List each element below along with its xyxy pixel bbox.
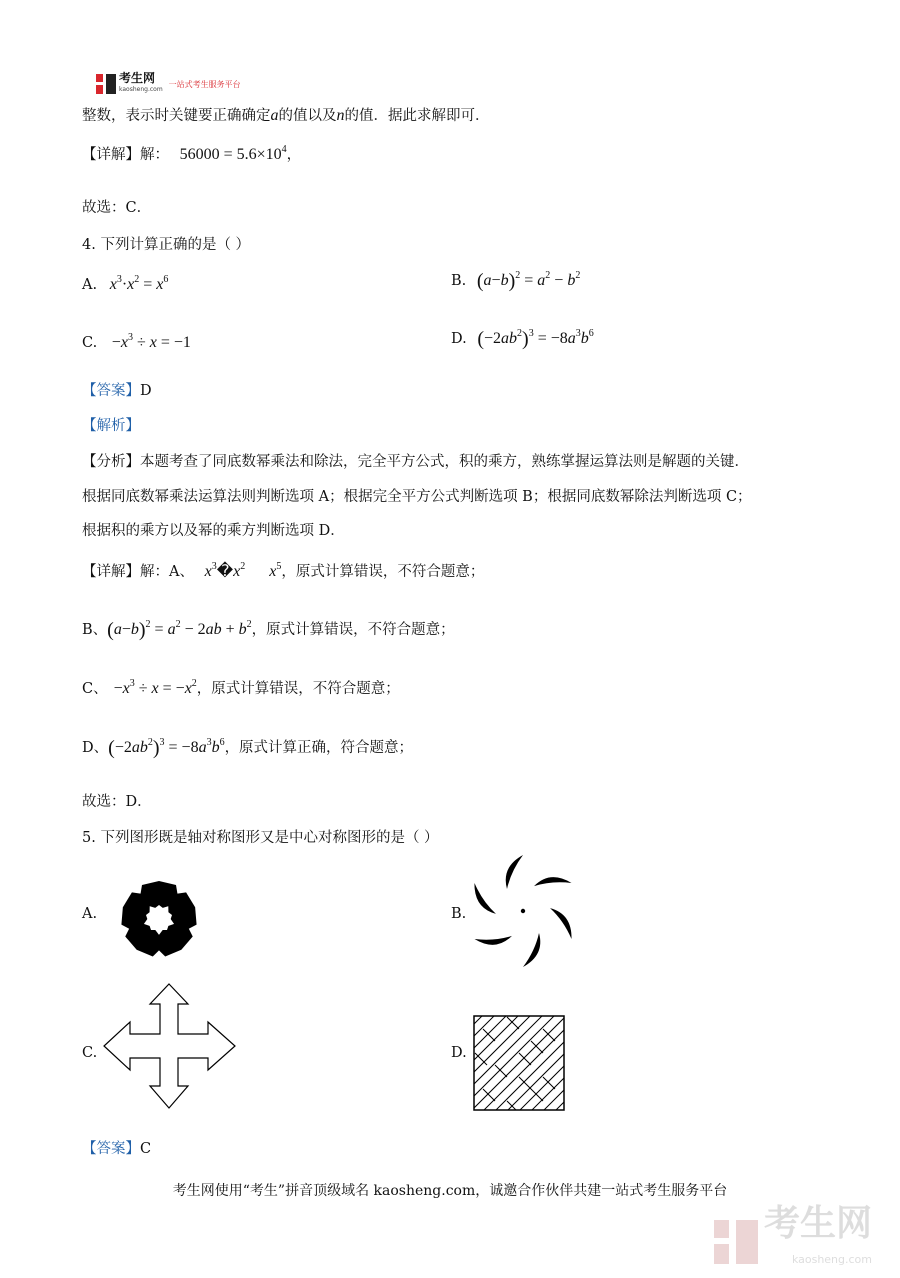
- answer-5: 【答案】C: [82, 1141, 152, 1157]
- watermark-icon: [714, 1220, 758, 1264]
- q5-option-b-label: B.: [451, 906, 467, 922]
- question-4-stem: 4. 下列计算正确的是（ ）: [82, 237, 251, 253]
- question-5-stem: 5. 下列图形既是轴对称图形又是中心对称图形的是（ ）: [82, 830, 439, 846]
- answer-4: 【答案】D: [82, 383, 152, 399]
- watermark-sub: kaosheng.com: [791, 1253, 872, 1266]
- analysis-tag: 【解析】: [82, 418, 140, 434]
- q5-option-d-label: D.: [451, 1045, 467, 1061]
- choice-4: 故选：D．: [82, 794, 152, 810]
- watermark-logo: [714, 1203, 872, 1278]
- detail-4-c: C、 $-x^3 \div x = -x^2$，原式计算错误，不符合题意；: [82, 678, 400, 697]
- footer-text: 考生网使用“考生”拼音顶级域名 kaosheng.com，诚邀合作伙伴共建一站式考生服务平台: [172, 1183, 728, 1199]
- detail-4-a: 【详解】解：A、 $x^3�x^2$ $x^5$，原式计算错误，不符合题意；: [82, 561, 485, 580]
- pentagon-figure-a: [103, 863, 215, 971]
- analysis-line-1: 【分析】本题考查了同底数幂乘法和除法，完全平方公式，积的乘方，熟练掌握运算法则是解题的关键．: [82, 454, 749, 470]
- logo-brand: 考生网 kaosheng.com: [119, 71, 163, 93]
- pinwheel-figure-b: [468, 852, 578, 970]
- intro-line: 整数，表示时关键要正确确定a的值以及n的值．据此求解即可．: [82, 107, 490, 124]
- choice-3: 故选：C．: [82, 200, 152, 216]
- cross-arrow-figure-c: [102, 982, 237, 1110]
- logo-slogan: 一站式考生服务平台: [168, 79, 241, 89]
- analysis-line-3: 根据积的乘方以及幂的乘方判断选项 D．: [82, 523, 345, 539]
- header-logo: [96, 72, 241, 96]
- q4-option-c: C. $-x^3 \div x = -1$: [82, 332, 191, 351]
- q4-option-d: D. $(-2ab^2)^3 = -8a^3b^6$: [451, 328, 594, 350]
- q4-option-b: B. $(a-b)^2 = a^2 - b^2$: [451, 270, 581, 292]
- detail-4-b: B、$(a-b)^2 = a^2 - 2ab + b^2$，原式计算错误，不符合题意；: [82, 619, 455, 641]
- q5-option-c-label: C.: [82, 1045, 98, 1061]
- q4-option-a: A. $x^3\cdot x^2 = x^6$: [82, 274, 169, 293]
- logo-icon: [96, 74, 116, 94]
- analysis-line-2: 根据同底数幂乘法运算法则判断选项 A；根据完全平方公式判断选项 B；根据同底数幂除法判断选项 C；: [82, 489, 752, 505]
- weave-square-figure-d: [473, 1015, 565, 1111]
- q5-option-a-label: A.: [82, 906, 98, 922]
- detail-3: 【详解】解： $56000 = 5.6\times 10^4$，: [82, 144, 302, 163]
- watermark-brand: 考生网: [763, 1203, 872, 1244]
- detail-4-d: D、$(-2ab^2)^3 = -8a^3b^6$，原式计算正确，符合题意；: [82, 737, 414, 759]
